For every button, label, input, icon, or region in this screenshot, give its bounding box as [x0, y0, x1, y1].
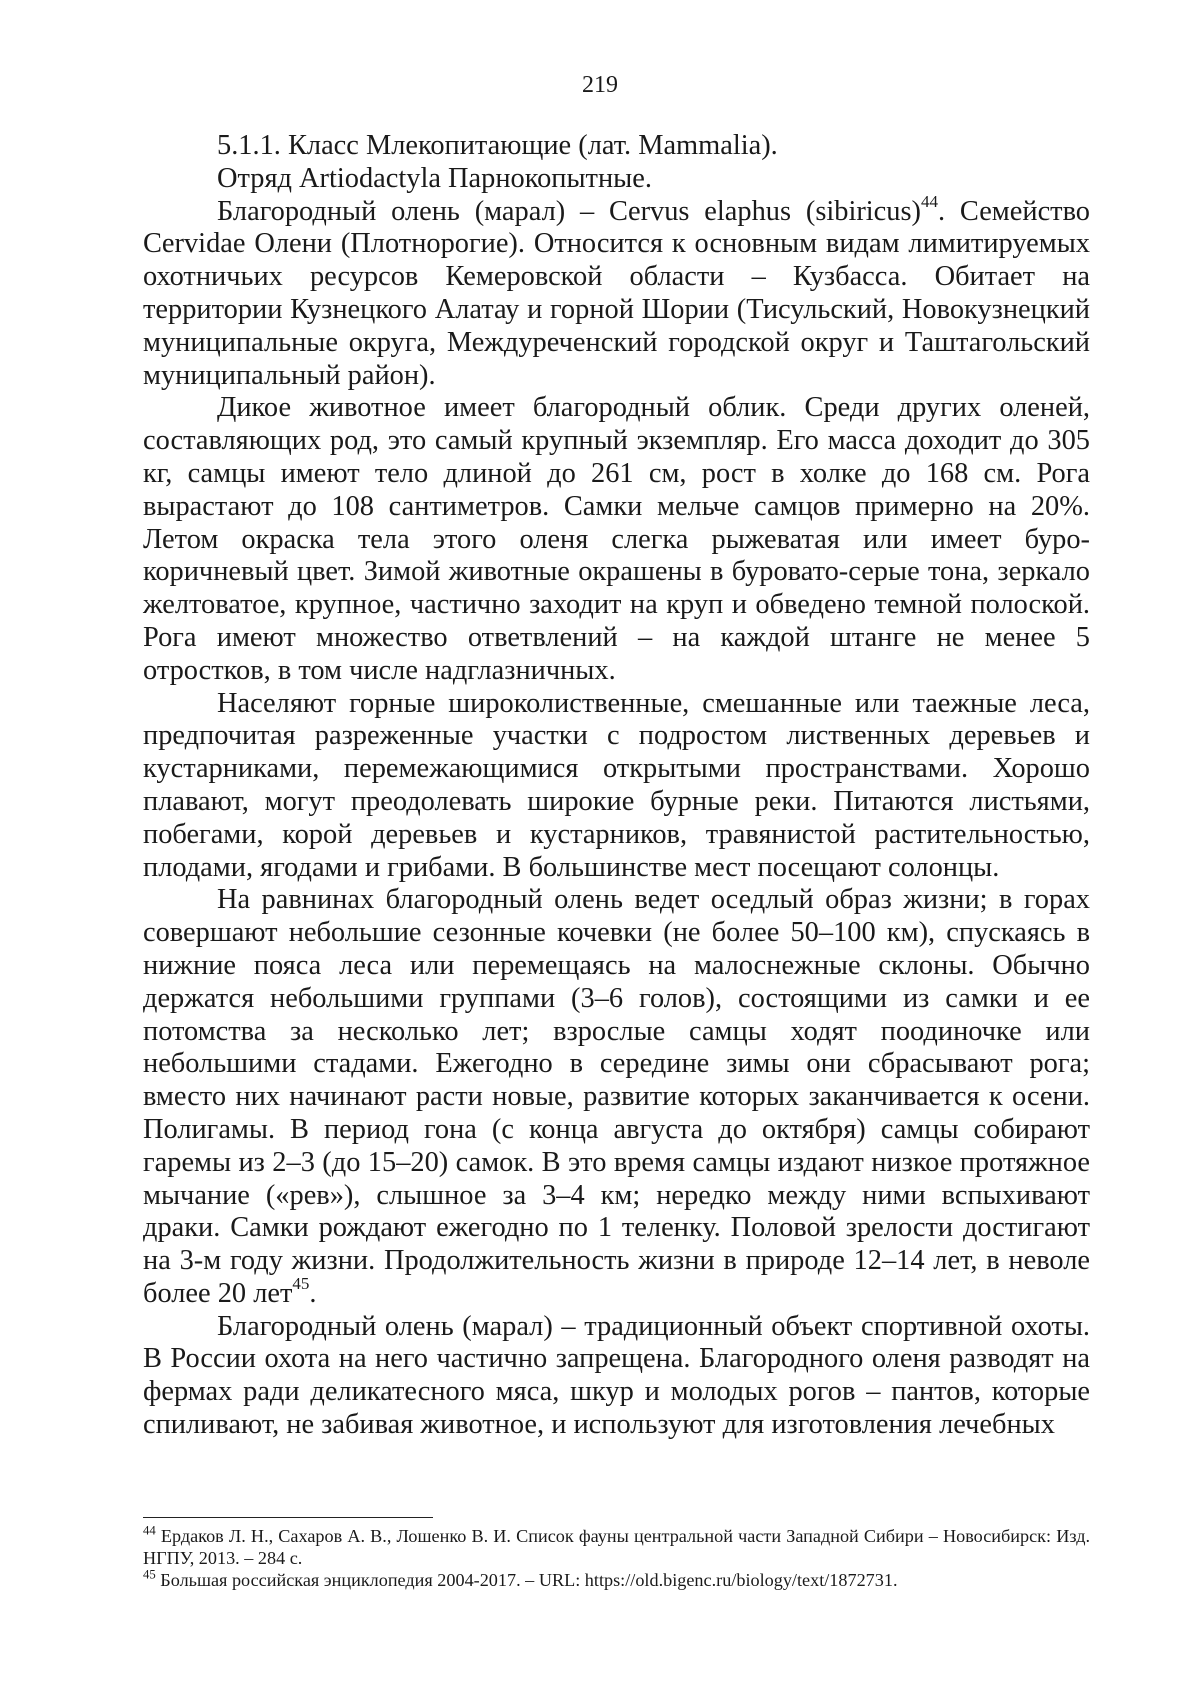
- footnote-44: [143, 1525, 1090, 1569]
- paragraph-behavior: [143, 884, 1090, 1310]
- paragraph-text: Благородный олень (марал) – Cervus elaphus (sibiricus): [217, 195, 921, 227]
- paragraph-description: [143, 392, 1090, 687]
- footnote-number: 44: [143, 1523, 156, 1538]
- order-heading-text: Отряд Artiodactyla Парнокопытные.: [217, 162, 652, 194]
- paragraph-species-intro: [143, 191, 1090, 393]
- order-heading: [143, 163, 1090, 196]
- paragraph-text: Дикое животное имеет благородный облик. Среди других оленей, составляющих род, это самый крупный экземпляр. Его масса доходит до 305 кг, самцы имеют тело длиной до 261 см, рост в холке до 168 см. Рога вырастают до 108 сантиметров. Самки мельче самцов примерно на 20%. Летом окраска тела этого оленя слегка рыжеватая или имеет буро-коричневый цвет. Зимой животные окрашены в буровато-серые тона, зеркало желтоватое, крупное, частично заходит на круп и обведено темной полоской. Рога имеют множество ответвлений – на каждой штанге не менее 5 отростков, в том числе надглазничных.: [143, 392, 1090, 686]
- footnote-45: [143, 1569, 1090, 1591]
- footnote-text[interactable]: Большая российская энциклопедия 2004-2017. – URL: https://old.bigenc.ru/biology/text/1872731.: [155, 1570, 898, 1590]
- paragraph-text: На равнинах благородный олень ведет оседлый образ жизни; в горах совершают небольшие сезонные кочевки (не более 50–100 км), спускаясь в нижние пояса леса или перемещаясь на малоснежные склоны. Обычно держатся небольшими группами (3–6 голов), состоящими из самки и ее потомства за несколько лет; взрослые самцы ходят поодиночке или небольшими стадами. Ежегодно в середине зимы они сбрасывают рога; вместо них начинают расти новые, развитие которых заканчивается к осени. Полигамы. В период гона (с конца августа до октября) самцы собирают гаремы из 2–3 (до 15–20) самок. В это время самцы издают низкое протяжное мычание («рев»), слышное за 3–4 км; нередко между ними вспыхивают драки. Самки рождают ежегодно по 1 теленку. Половой зрелости достигают на 3-м году жизни. Продолжительность жизни в природе 12–14 лет, в неволе более 20 лет: [143, 884, 1090, 1309]
- footnote-ref-44[interactable]: 44: [920, 191, 938, 211]
- paragraph-text-continued: .: [309, 1277, 317, 1309]
- paragraph-text: Благородный олень (марал) – традиционный объект спортивной охоты. В России охота на него частично запрещена. Благородного оленя разводят на фермах ради деликатесного мяса, шкур и молодых рогов – пантов, которые спиливают, не забивая животное, и используют для изготовления лечебных: [143, 1310, 1090, 1441]
- footnote-number: 45: [143, 1567, 156, 1582]
- body-text: [143, 130, 1090, 1442]
- paragraph-hunting: [143, 1311, 1090, 1442]
- footnote-text: Ердаков Л. Н., Сахаров А. В., Лошенко В. И. Список фауны центральной части Западной Сибири – Новосибирск: Изд. НГПУ, 2013. – 284 с.: [143, 1526, 1090, 1568]
- footnote-ref-45[interactable]: 45: [292, 1274, 310, 1294]
- page-number: 219: [582, 72, 618, 98]
- paragraph-text-continued: . Семейство Cervidae Олени (Плотнорогие). Относится к основным видам лимитируемых охотничьих ресурсов Кемеровской области – Кузбасса. Обитает на территории Кузнецкого Алатау и горной Шории (Тисульский, Новокузнецкий муниципальные округа, Междуреченский городской округ и Таштагольский муниципальный район).: [143, 195, 1090, 391]
- section-heading-text: 5.1.1. Класс Млекопитающие (лат. Mammalia).: [217, 130, 778, 161]
- paragraph-habitat: [143, 688, 1090, 885]
- section-heading: [143, 130, 1090, 163]
- paragraph-text: Населяют горные широколиственные, смешанные или таежные леса, предпочитая разреженные участки с подростом лиственных деревьев и кустарниками, перемежающимися открытыми пространствами. Хорошо плавают, могут преодолевать широкие бурные реки. Питаются листьями, побегами, корой деревьев и кустарников, травянистой растительностью, плодами, ягодами и грибами. В большинстве мест посещают солонцы.: [143, 687, 1090, 883]
- footnote-separator: [143, 1517, 433, 1518]
- footnotes: [143, 1525, 1090, 1591]
